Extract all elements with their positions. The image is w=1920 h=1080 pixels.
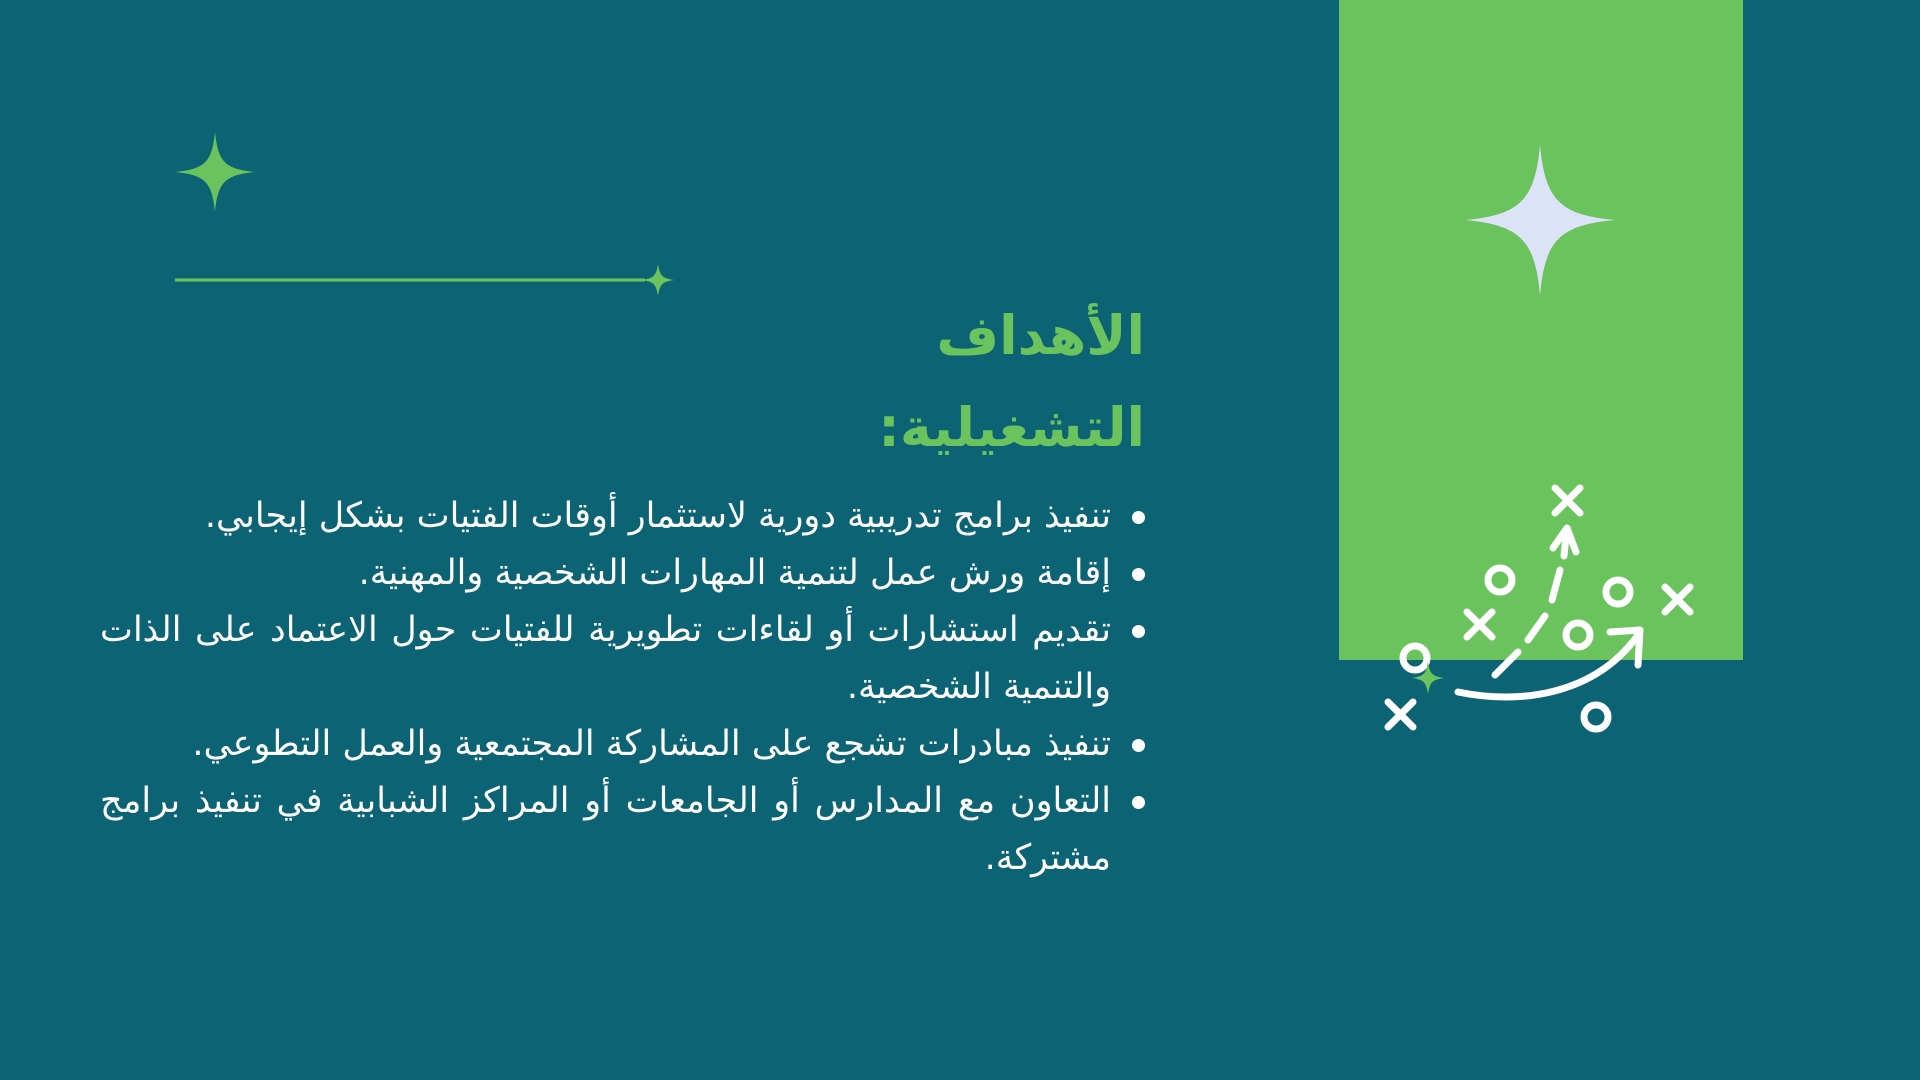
bullet-dot-icon bbox=[1132, 739, 1145, 752]
sparkle-star-icon bbox=[175, 132, 255, 212]
list-item-text: تنفيذ برامج تدريبية دورية لاستثمار أوقات الفتيات بشكل إيجابي. bbox=[204, 496, 1111, 536]
bullet-dot-icon bbox=[1132, 796, 1145, 809]
list-item bbox=[100, 488, 1111, 545]
list-item bbox=[100, 773, 1111, 887]
list-item bbox=[100, 602, 1111, 716]
list-item-text: تنفيذ مبادرات تشجع على المشاركة المجتمعية والعمل التطوعي. bbox=[192, 724, 1111, 764]
slide-content bbox=[100, 290, 1145, 887]
bullet-dot-icon bbox=[1132, 511, 1145, 524]
slide-title bbox=[100, 290, 1145, 474]
bullet-dot-icon bbox=[1132, 625, 1145, 638]
play-strategy-diagram-icon bbox=[1370, 470, 1710, 740]
list-item bbox=[100, 545, 1111, 602]
title-line-2: التشغيلية: bbox=[878, 396, 1145, 459]
sparkle-star-icon bbox=[1465, 145, 1615, 295]
objectives-list bbox=[100, 488, 1145, 887]
bullet-dot-icon bbox=[1132, 568, 1145, 581]
list-item bbox=[100, 716, 1111, 773]
title-line-1: الأهداف bbox=[936, 304, 1145, 367]
list-item-text: تقديم استشارات أو لقاءات تطويرية للفتيات حول الاعتماد على الذات والتنمية الشخصية. bbox=[100, 610, 1111, 707]
list-item-text: إقامة ورش عمل لتنمية المهارات الشخصية والمهنية. bbox=[358, 553, 1111, 593]
list-item-text: التعاون مع المدارس أو الجامعات أو المراكز الشبابية في تنفيذ برامج مشتركة. bbox=[100, 781, 1111, 878]
